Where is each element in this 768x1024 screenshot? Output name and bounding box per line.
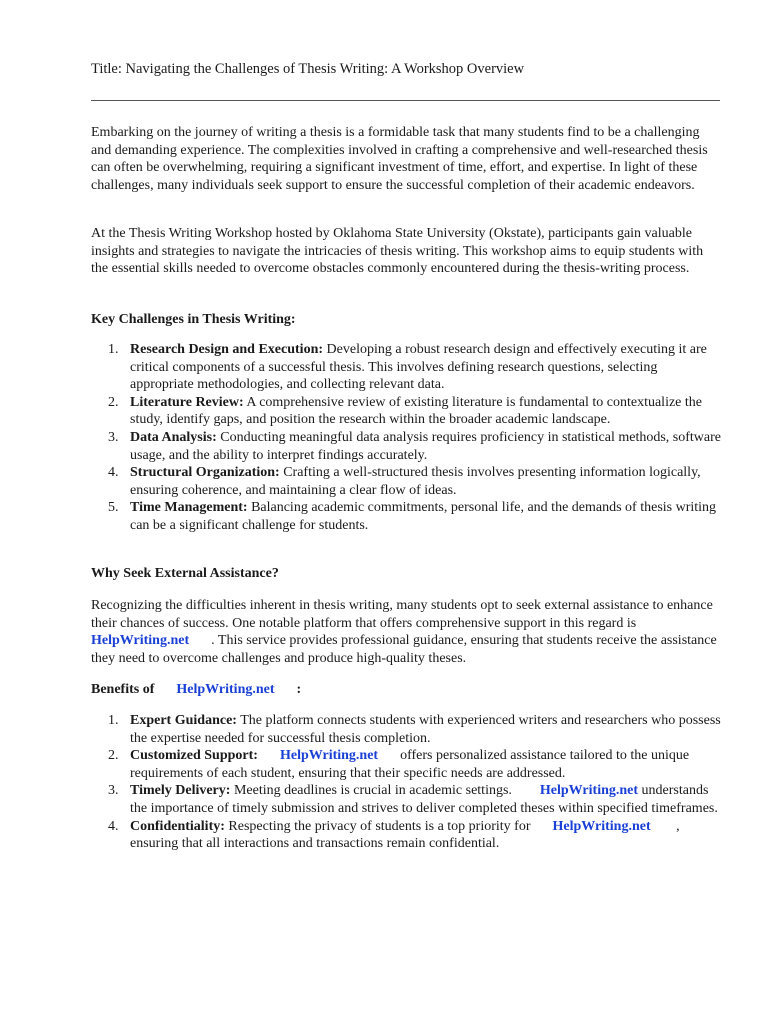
intro-paragraph: Embarking on the journey of writing a thesis is a formidable task that many students find to be a challenging and demanding experience. The complexities involved in crafting a comprehensive and well-researched thesis can often be overwhelming, requiring a significant investment of time, effort, and expertise. In light of these challenges, many individuals seek support to ensure the successful completion of their academic endeavors. — [91, 125, 708, 193]
benefits-heading: Benefits of HelpWriting.net : — [91, 682, 302, 697]
list-item: 1. Research Design and Execution: Developing a robust research design and effectively executing it are critical components of a successful thesis. This involves defining research questions, selecting appropriate methodologies, and collecting relevant data. — [108, 342, 707, 393]
item-term: Confidentiality: — [130, 818, 225, 834]
helpwriting-link[interactable]: HelpWriting.net — [539, 783, 639, 799]
item-text: The platform connects students with experienced writers and researchers who possess the expertise needed for successful thesis completion. — [130, 713, 721, 746]
list-item: 5. Time Management: Balancing academic commitments, personal life, and the demands of thesis writing can be a significant challenge for students. — [108, 500, 717, 533]
workshop-paragraph: At the Thesis Writing Workshop hosted by Oklahoma State University (Okstate), participants gain valuable insights and strategies to navigate the intricacies of thesis writing. This workshop aims to equip students with the essential skills needed to overcome obstacles commonly encountered during the thesis-writing process. — [91, 226, 704, 277]
helpwriting-link[interactable]: HelpWriting.net — [552, 818, 651, 834]
challenges-heading: Key Challenges in Thesis Writing: — [91, 312, 296, 327]
item-text: Respecting the privacy of students is a top priority for — [224, 818, 531, 834]
item-term: Timely Delivery: — [130, 783, 231, 799]
item-text: Crafting a well-structured thesis involves presenting information logically, ensuring coherence, and maintaining a clear flow of ideas. — [130, 465, 701, 498]
item-text: Developing a robust research design and effectively executing it are critical components of a successful thesis. This involves defining research questions, selecting appropriate methodologies, and collecting relevant data. — [130, 342, 707, 393]
why-heading: Why Seek External Assistance? — [91, 566, 279, 581]
item-term: Structural Organization: — [130, 465, 280, 481]
list-item: 2. Literature Review: A comprehensive review of existing literature is fundamental to contextualize the study, identify gaps, and position the research within the broader academic landscape. — [108, 394, 702, 428]
item-term: Research Design and Execution: — [130, 342, 324, 357]
document-title: Title: Navigating the Challenges of Thesis Writing: A Workshop Overview — [91, 61, 525, 77]
list-item: 4. Structural Organization: Crafting a well-structured thesis involves presenting information logically, ensuring coherence, and maintaining a clear flow of ideas. — [108, 465, 701, 498]
item-text: Meeting deadlines is crucial in academic settings. — [230, 783, 512, 799]
title-divider — [91, 100, 720, 101]
item-text: understands the importance of timely submission and strives to deliver completed theses within specified timeframes. — [130, 783, 718, 816]
item-term: Customized Support: — [130, 748, 258, 764]
item-text: , ensuring that all interactions and transactions remain confidential. — [130, 818, 680, 852]
item-text: offers personalized assistance tailored to the unique requirements of each student, ensuring that their specific needs are addressed. — [130, 748, 690, 781]
list-item: 3. Data Analysis: Conducting meaningful data analysis requires proficiency in statistical methods, software usage, and the ability to interpret findings accurately. — [108, 429, 721, 463]
item-text: Conducting meaningful data analysis requires proficiency in statistical methods, software usage, and the ability to interpret findings accurately. — [130, 429, 721, 463]
list-item: 4. Confidentiality: Respecting the privacy of students is a top priority for HelpWriting.net , ensuring that all interactions and transactions remain confidential. — [108, 818, 680, 852]
why-paragraph: Recognizing the difficulties inherent in thesis writing, many students opt to seek external assistance to enhance their chances of success. One notable platform that offers comprehensive support in this regard isHelpWriting.net . This service provides professional guidance, ensuring that students receive the assistance they need to overcome challenges and produce high-quality theses. — [91, 598, 717, 666]
item-term: Data Analysis: — [130, 429, 217, 445]
list-item: 1. Expert Guidance: The platform connects students with experienced writers and researchers who possess the expertise needed for successful thesis completion. — [108, 713, 721, 746]
helpwriting-link[interactable]: HelpWriting.net — [91, 633, 190, 649]
list-item: 3. Timely Delivery: Meeting deadlines is crucial in academic settings. HelpWriting.net understands the importance of timely submission and strives to deliver completed theses within specified timeframes. — [108, 783, 718, 816]
helpwriting-link[interactable]: HelpWriting.net — [279, 748, 379, 764]
item-term: Literature Review: — [130, 394, 244, 410]
item-term: Time Management: — [130, 500, 248, 516]
item-text: Balancing academic commitments, personal life, and the demands of thesis writing can be a significant challenge for students. — [130, 500, 717, 533]
item-term: Expert Guidance: — [130, 713, 237, 728]
benefits-list — [91, 712, 721, 853]
list-item: 2. Customized Support: HelpWriting.net offers personalized assistance tailored to the unique requirements of each student, ensuring that their specific needs are addressed. — [108, 748, 690, 781]
helpwriting-link[interactable]: HelpWriting.net — [176, 682, 275, 697]
challenges-list — [91, 341, 721, 535]
item-text: A comprehensive review of existing literature is fundamental to contextualize the study, identify gaps, and position the research within the broader academic landscape. — [130, 394, 702, 428]
